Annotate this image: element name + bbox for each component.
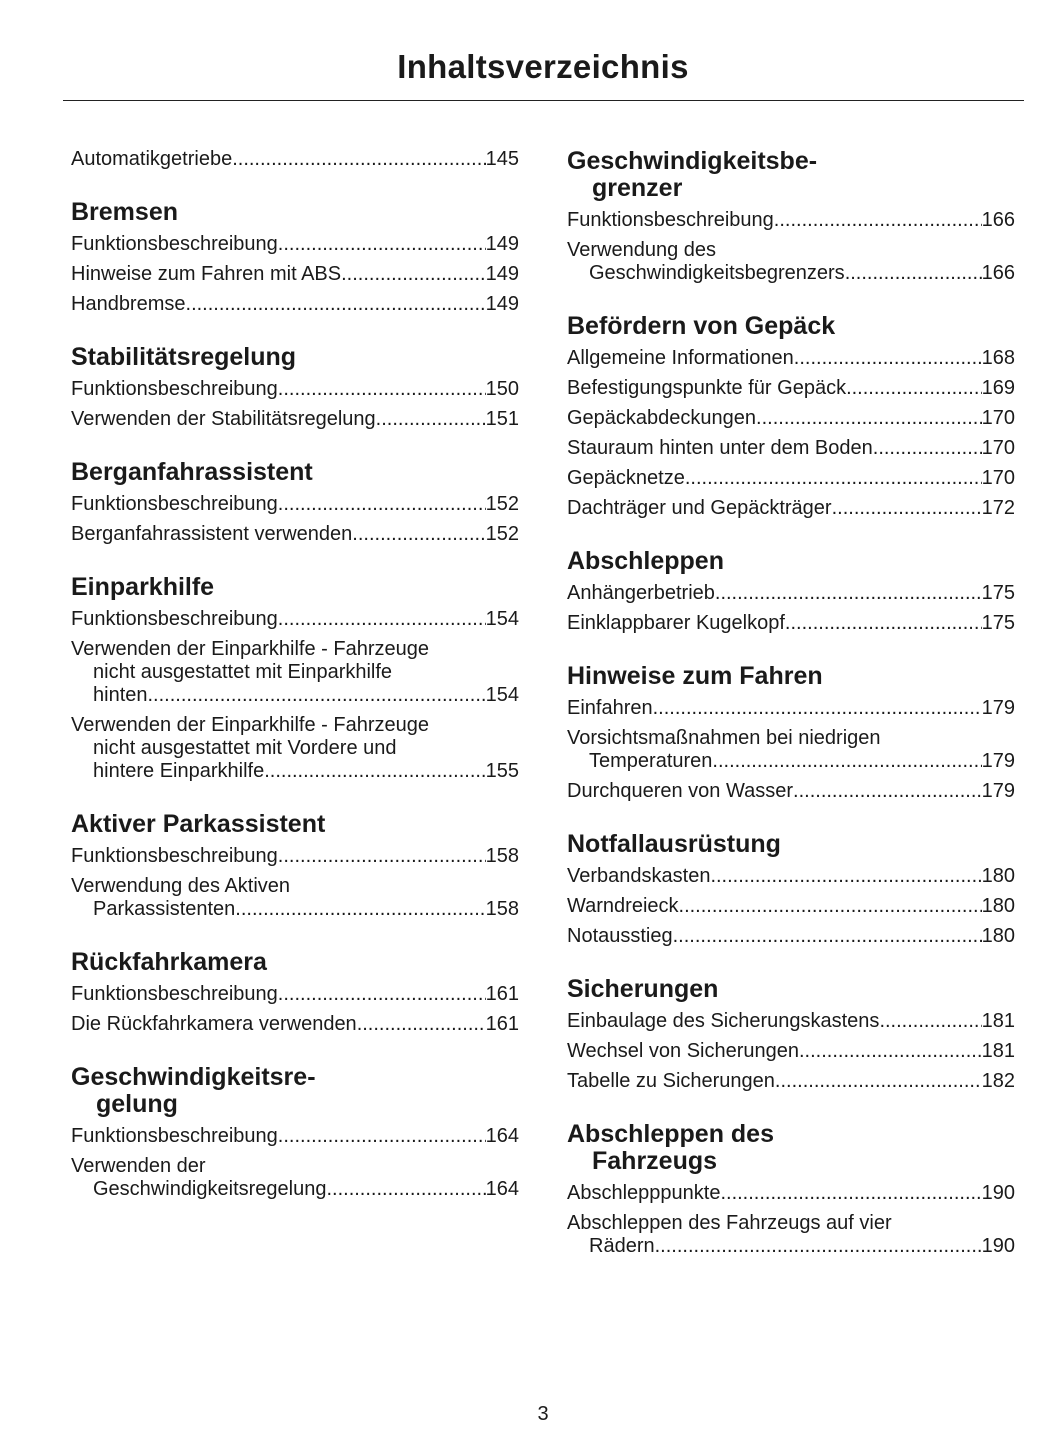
toc-entry-page: 158 xyxy=(485,898,519,920)
toc-entry-leader-line xyxy=(567,865,1015,888)
section-heading-hinweise-zum-fahren xyxy=(567,663,1015,690)
toc-entry-leader-line xyxy=(71,1013,519,1036)
dot-leader xyxy=(793,780,982,803)
toc-entry-page: 166 xyxy=(981,209,1015,231)
section-heading-line: Abschleppen des xyxy=(567,1120,774,1148)
dot-leader xyxy=(186,293,486,316)
toc-entry[interactable] xyxy=(71,233,519,256)
section-heading-befoerdern-von-gepaeck xyxy=(567,313,1015,340)
dot-leader xyxy=(655,1235,982,1258)
toc-entry[interactable] xyxy=(71,523,519,546)
dot-leader xyxy=(873,437,982,460)
toc-entry[interactable] xyxy=(71,714,519,783)
dot-leader xyxy=(232,148,485,171)
toc-section xyxy=(71,574,519,783)
toc-entry-leader-line xyxy=(71,293,519,316)
dot-leader xyxy=(799,1040,982,1063)
dot-leader xyxy=(278,608,486,631)
toc-entry[interactable] xyxy=(71,378,519,401)
toc-entry-page: 179 xyxy=(981,780,1015,802)
dot-leader xyxy=(357,1013,486,1036)
dot-leader xyxy=(832,497,982,520)
toc-entry-page: 169 xyxy=(981,377,1015,399)
toc-entry-page: 170 xyxy=(981,437,1015,459)
toc-entry-leader-line xyxy=(567,347,1015,370)
toc-entry[interactable] xyxy=(71,1155,519,1201)
toc-entry-title: Dachträger und Gepäckträger xyxy=(567,497,832,519)
toc-entry-title: Funktionsbeschreibung xyxy=(71,233,278,255)
toc-entry-leader-line xyxy=(567,1010,1015,1033)
toc-entry[interactable] xyxy=(71,1125,519,1148)
toc-entry-page: 190 xyxy=(981,1235,1015,1257)
toc-entry-title: Einbaulage des Sicherungskastens xyxy=(567,1010,880,1032)
toc-entry-line: Verwendung des Aktiven xyxy=(71,875,291,897)
toc-entry-page: 151 xyxy=(485,408,519,430)
section-heading-line: Befördern von Gepäck xyxy=(567,312,836,340)
toc-entry-title: Abschlepppunkte xyxy=(567,1182,721,1204)
toc-entry-title: Gepäckabdeckungen xyxy=(567,407,757,429)
toc-entry-title: Anhängerbetrieb xyxy=(567,582,715,604)
toc-entry[interactable] xyxy=(567,497,1015,520)
toc-entry-title: Temperaturen xyxy=(589,750,713,772)
toc-entry-page: 179 xyxy=(981,750,1015,772)
toc-entry-leader-line xyxy=(71,684,519,707)
toc-entry-page: 152 xyxy=(485,523,519,545)
toc-entry[interactable] xyxy=(567,347,1015,370)
dot-leader xyxy=(235,898,485,921)
toc-entry[interactable] xyxy=(567,582,1015,605)
dot-leader xyxy=(341,263,486,286)
section-heading-sicherungen xyxy=(567,976,1015,1003)
dot-leader xyxy=(775,1070,982,1093)
dot-leader xyxy=(278,983,486,1006)
toc-entry-title: Parkassistenten xyxy=(93,898,236,920)
toc-entry-title: Geschwindigkeitsregelung xyxy=(93,1178,327,1200)
toc-section xyxy=(567,831,1015,948)
dot-leader xyxy=(845,262,982,285)
toc-entry-title: Hinweise zum Fahren mit ABS xyxy=(71,263,342,285)
toc-entry[interactable] xyxy=(567,780,1015,803)
section-heading-line: Berganfahrassistent xyxy=(71,458,313,486)
toc-entry-leader-line xyxy=(567,1235,1015,1258)
section-heading-geschwindigkeitsre-gelung xyxy=(71,1064,519,1118)
toc-section xyxy=(567,976,1015,1093)
section-heading-line: Stabilitätsregelung xyxy=(71,343,297,371)
toc-entry[interactable] xyxy=(567,1040,1015,1063)
dot-leader xyxy=(720,1182,981,1205)
dot-leader xyxy=(846,377,982,400)
toc-entry-line: nicht ausgestattet mit Einparkhilfe xyxy=(93,661,393,683)
toc-entry-title: Stauraum hinten unter dem Boden xyxy=(567,437,873,459)
toc-entry-page: 161 xyxy=(485,983,519,1005)
toc-entry-page: 150 xyxy=(485,378,519,400)
toc-entry-page: 161 xyxy=(485,1013,519,1035)
section-heading-line: Fahrzeugs xyxy=(592,1147,718,1175)
toc-section xyxy=(71,344,519,431)
toc-entry[interactable] xyxy=(71,148,519,171)
toc-entry-title: Funktionsbeschreibung xyxy=(71,608,278,630)
toc-entry[interactable] xyxy=(71,638,519,707)
toc-entry-leader-line xyxy=(71,148,519,171)
section-heading-notfallausruestung xyxy=(567,831,1015,858)
toc-entry[interactable] xyxy=(567,437,1015,460)
toc-entry-title: Funktionsbeschreibung xyxy=(71,1125,278,1147)
toc-column-left xyxy=(71,148,519,1229)
toc-entry[interactable] xyxy=(567,925,1015,948)
toc-entry-leader-line xyxy=(567,497,1015,520)
section-heading-line: Einparkhilfe xyxy=(71,573,215,601)
toc-entry-page: 180 xyxy=(981,925,1015,947)
toc-entry-title: Die Rückfahrkamera verwenden xyxy=(71,1013,357,1035)
toc-entry-page: 155 xyxy=(485,760,519,782)
toc-entry-leader-line xyxy=(71,898,519,921)
dot-leader xyxy=(879,1010,981,1033)
section-heading-stabilitaetsregelung xyxy=(71,344,519,371)
toc-entry-page: 182 xyxy=(981,1070,1015,1092)
toc-entry-leader-line xyxy=(71,760,519,783)
toc-entry-leader-line xyxy=(567,925,1015,948)
toc-entry-leader-line xyxy=(567,262,1015,285)
toc-entry-leader-line xyxy=(567,612,1015,635)
toc-entry-leader-line xyxy=(567,1182,1015,1205)
section-heading-bremsen xyxy=(71,199,519,226)
section-heading-line: Notfallausrüstung xyxy=(567,830,781,858)
toc-entry-page: 145 xyxy=(485,148,519,170)
toc-entry-title: Allgemeine Informationen xyxy=(567,347,794,369)
toc-entry-leader-line xyxy=(71,263,519,286)
toc-entry-title: Automatikgetriebe xyxy=(71,148,233,170)
toc-entry-title: Befestigungspunkte für Gepäck xyxy=(567,377,847,399)
toc-entry-title: hintere Einparkhilfe xyxy=(93,760,265,782)
toc-entry-title: Notausstieg xyxy=(567,925,673,947)
dot-leader xyxy=(278,493,486,516)
toc-entry-leader-line xyxy=(71,523,519,546)
toc-entry-title: Einfahren xyxy=(567,697,653,719)
toc-entry-title: Berganfahrassistent verwenden xyxy=(71,523,353,545)
toc-entry-title: Warndreieck xyxy=(567,895,679,917)
toc-entry[interactable] xyxy=(71,408,519,431)
toc-entry[interactable] xyxy=(71,293,519,316)
dot-leader xyxy=(278,845,486,868)
dot-leader xyxy=(679,895,982,918)
toc-entry-leader-line xyxy=(71,608,519,631)
toc-entry-leader-line xyxy=(567,377,1015,400)
section-heading-aktiver-parkassistent xyxy=(71,811,519,838)
toc-section xyxy=(71,949,519,1036)
toc-entry[interactable] xyxy=(71,845,519,868)
toc-section xyxy=(71,459,519,546)
toc-entry-title: Funktionsbeschreibung xyxy=(71,493,278,515)
section-heading-rueckfahrkamera xyxy=(71,949,519,976)
section-heading-line: Geschwindigkeitsbe- xyxy=(567,147,818,175)
dot-leader xyxy=(376,408,486,431)
section-heading-abschleppen-des-fahrzeugs xyxy=(567,1121,1015,1175)
section-heading-geschwindigkeitsbe-grenzer xyxy=(567,148,1015,202)
toc-entry[interactable] xyxy=(567,865,1015,888)
toc-section xyxy=(71,199,519,316)
toc-entry-page: 149 xyxy=(485,233,519,255)
toc-entry-page: 181 xyxy=(981,1040,1015,1062)
toc-entry-leader-line xyxy=(567,697,1015,720)
toc-entry[interactable] xyxy=(71,875,519,921)
section-heading-line: Hinweise zum Fahren xyxy=(567,662,823,690)
toc-entry[interactable] xyxy=(567,697,1015,720)
dot-leader xyxy=(712,750,981,773)
toc-entry-leader-line xyxy=(567,582,1015,605)
dot-leader xyxy=(710,865,981,888)
dot-leader xyxy=(785,612,982,635)
dot-leader xyxy=(653,697,982,720)
toc-entry-title: Funktionsbeschreibung xyxy=(71,983,278,1005)
toc-entry-page: 180 xyxy=(981,865,1015,887)
toc-entry-page: 149 xyxy=(485,293,519,315)
toc-entry-page: 181 xyxy=(981,1010,1015,1032)
toc-entry[interactable] xyxy=(567,1010,1015,1033)
toc-entry-leader-line xyxy=(71,493,519,516)
toc-entry[interactable] xyxy=(567,1182,1015,1205)
toc-section xyxy=(567,148,1015,285)
dot-leader xyxy=(715,582,982,605)
toc-entry-line: Verwendung des xyxy=(567,239,717,261)
toc-entry[interactable] xyxy=(71,493,519,516)
toc-entry-title: Gepäcknetze xyxy=(567,467,685,489)
toc-entry-title: Funktionsbeschreibung xyxy=(567,209,774,231)
toc-section xyxy=(567,1121,1015,1258)
toc-column-right xyxy=(567,148,1015,1286)
toc-entry-line: Verwenden der Einparkhilfe - Fahrzeuge xyxy=(71,714,429,736)
section-heading-line: Bremsen xyxy=(71,198,178,226)
section-heading-line: Sicherungen xyxy=(567,975,719,1003)
toc-entry-leader-line xyxy=(567,780,1015,803)
section-heading-line: Geschwindigkeitsre- xyxy=(71,1063,316,1091)
toc-entry-leader-line xyxy=(567,467,1015,490)
toc-entry[interactable] xyxy=(71,608,519,631)
dot-leader xyxy=(794,347,982,370)
toc-entry-title: Einklappbarer Kugelkopf xyxy=(567,612,785,634)
toc-entry-page: 170 xyxy=(981,407,1015,429)
section-heading-einparkhilfe xyxy=(71,574,519,601)
dot-leader xyxy=(264,760,485,783)
toc-entry-leader-line xyxy=(71,845,519,868)
toc-entry-page: 149 xyxy=(485,263,519,285)
section-heading-line: Rückfahrkamera xyxy=(71,948,267,976)
toc-section xyxy=(71,1064,519,1201)
toc-entry[interactable] xyxy=(71,263,519,286)
toc-entry-line: Abschleppen des Fahrzeugs auf vier xyxy=(567,1212,892,1234)
toc-entry-page: 175 xyxy=(981,582,1015,604)
toc-entry-leader-line xyxy=(71,983,519,1006)
toc-section xyxy=(71,811,519,921)
toc-entry-title: Handbremse xyxy=(71,293,186,315)
toc-entry-leader-line xyxy=(567,437,1015,460)
toc-entry-page: 180 xyxy=(981,895,1015,917)
toc-entry-line: nicht ausgestattet mit Vordere und xyxy=(93,737,397,759)
toc-entry-line: Verwenden der xyxy=(71,1155,206,1177)
toc-entry-page: 175 xyxy=(981,612,1015,634)
toc-entry[interactable] xyxy=(567,1212,1015,1258)
dot-leader xyxy=(673,925,982,948)
section-heading-line: Abschleppen xyxy=(567,547,724,575)
toc-entry-title: Rädern xyxy=(589,1235,655,1257)
toc-entry[interactable] xyxy=(71,1013,519,1036)
toc-entry-title: Tabelle zu Sicherungen xyxy=(567,1070,775,1092)
toc-entry[interactable] xyxy=(71,983,519,1006)
toc-entry-page: 164 xyxy=(485,1178,519,1200)
toc-entry[interactable] xyxy=(567,1070,1015,1093)
toc-entry-title: Verbandskasten xyxy=(567,865,711,887)
toc-entry-title: hinten xyxy=(93,684,148,706)
toc-entry-leader-line xyxy=(567,407,1015,430)
toc-entry-leader-line xyxy=(71,408,519,431)
section-heading-line: grenzer xyxy=(592,174,683,202)
page-title: Inhaltsverzeichnis xyxy=(397,48,689,85)
toc-entry[interactable] xyxy=(567,209,1015,232)
toc-entry-page: 154 xyxy=(485,684,519,706)
toc-section xyxy=(567,663,1015,803)
toc-entry[interactable] xyxy=(567,467,1015,490)
toc-entry-page: 172 xyxy=(981,497,1015,519)
section-heading-line: Aktiver Parkassistent xyxy=(71,810,326,838)
toc-entry-leader-line xyxy=(71,233,519,256)
dot-leader xyxy=(756,407,982,430)
toc-entry-page: 164 xyxy=(485,1125,519,1147)
toc-entry-title: Wechsel von Sicherungen xyxy=(567,1040,799,1062)
toc-entry[interactable] xyxy=(567,377,1015,400)
toc-entry-leader-line xyxy=(567,1070,1015,1093)
toc-entry-page: 168 xyxy=(981,347,1015,369)
dot-leader xyxy=(278,233,486,256)
section-heading-abschleppen xyxy=(567,548,1015,575)
toc-entry-leader-line xyxy=(567,1040,1015,1063)
toc-entry-title: Durchqueren von Wasser xyxy=(567,780,794,802)
toc-entry-page: 154 xyxy=(485,608,519,630)
toc-entry-leader-line xyxy=(71,1125,519,1148)
dot-leader xyxy=(774,209,982,232)
toc-entry-title: Funktionsbeschreibung xyxy=(71,845,278,867)
toc-entry-page: 179 xyxy=(981,697,1015,719)
toc-entry[interactable] xyxy=(567,239,1015,285)
section-heading-berganfahrassistent xyxy=(71,459,519,486)
toc-entry-line: Verwenden der Einparkhilfe - Fahrzeuge xyxy=(71,638,429,660)
dot-leader xyxy=(278,1125,486,1148)
toc-entry-leader-line xyxy=(71,1178,519,1201)
toc-entry-title: Geschwindigkeitsbegrenzers xyxy=(589,262,845,284)
dot-leader xyxy=(278,378,486,401)
toc-entry-page: 158 xyxy=(485,845,519,867)
toc-entry-page: 152 xyxy=(485,493,519,515)
toc-entry-page: 190 xyxy=(981,1182,1015,1204)
toc-entry[interactable] xyxy=(567,407,1015,430)
dot-leader xyxy=(326,1178,485,1201)
title-divider xyxy=(63,100,1024,101)
dot-leader xyxy=(352,523,485,546)
toc-section xyxy=(71,148,519,171)
toc-entry[interactable] xyxy=(567,727,1015,773)
toc-section xyxy=(567,548,1015,635)
dot-leader xyxy=(685,467,982,490)
toc-entry-line: Vorsichtsmaßnahmen bei niedrigen xyxy=(567,727,881,749)
toc-entry-leader-line xyxy=(567,895,1015,918)
page-number: 3 xyxy=(537,1403,549,1425)
toc-entry[interactable] xyxy=(567,895,1015,918)
toc-entry-title: Verwenden der Stabilitätsregelung xyxy=(71,408,376,430)
toc-entry-title: Funktionsbeschreibung xyxy=(71,378,278,400)
toc-entry-leader-line xyxy=(567,209,1015,232)
toc-entry-page: 166 xyxy=(981,262,1015,284)
dot-leader xyxy=(148,684,486,707)
toc-entry-leader-line xyxy=(71,378,519,401)
toc-entry[interactable] xyxy=(567,612,1015,635)
section-heading-line: gelung xyxy=(96,1090,178,1118)
toc-entry-leader-line xyxy=(567,750,1015,773)
toc-section xyxy=(567,313,1015,520)
toc-entry-page: 170 xyxy=(981,467,1015,489)
